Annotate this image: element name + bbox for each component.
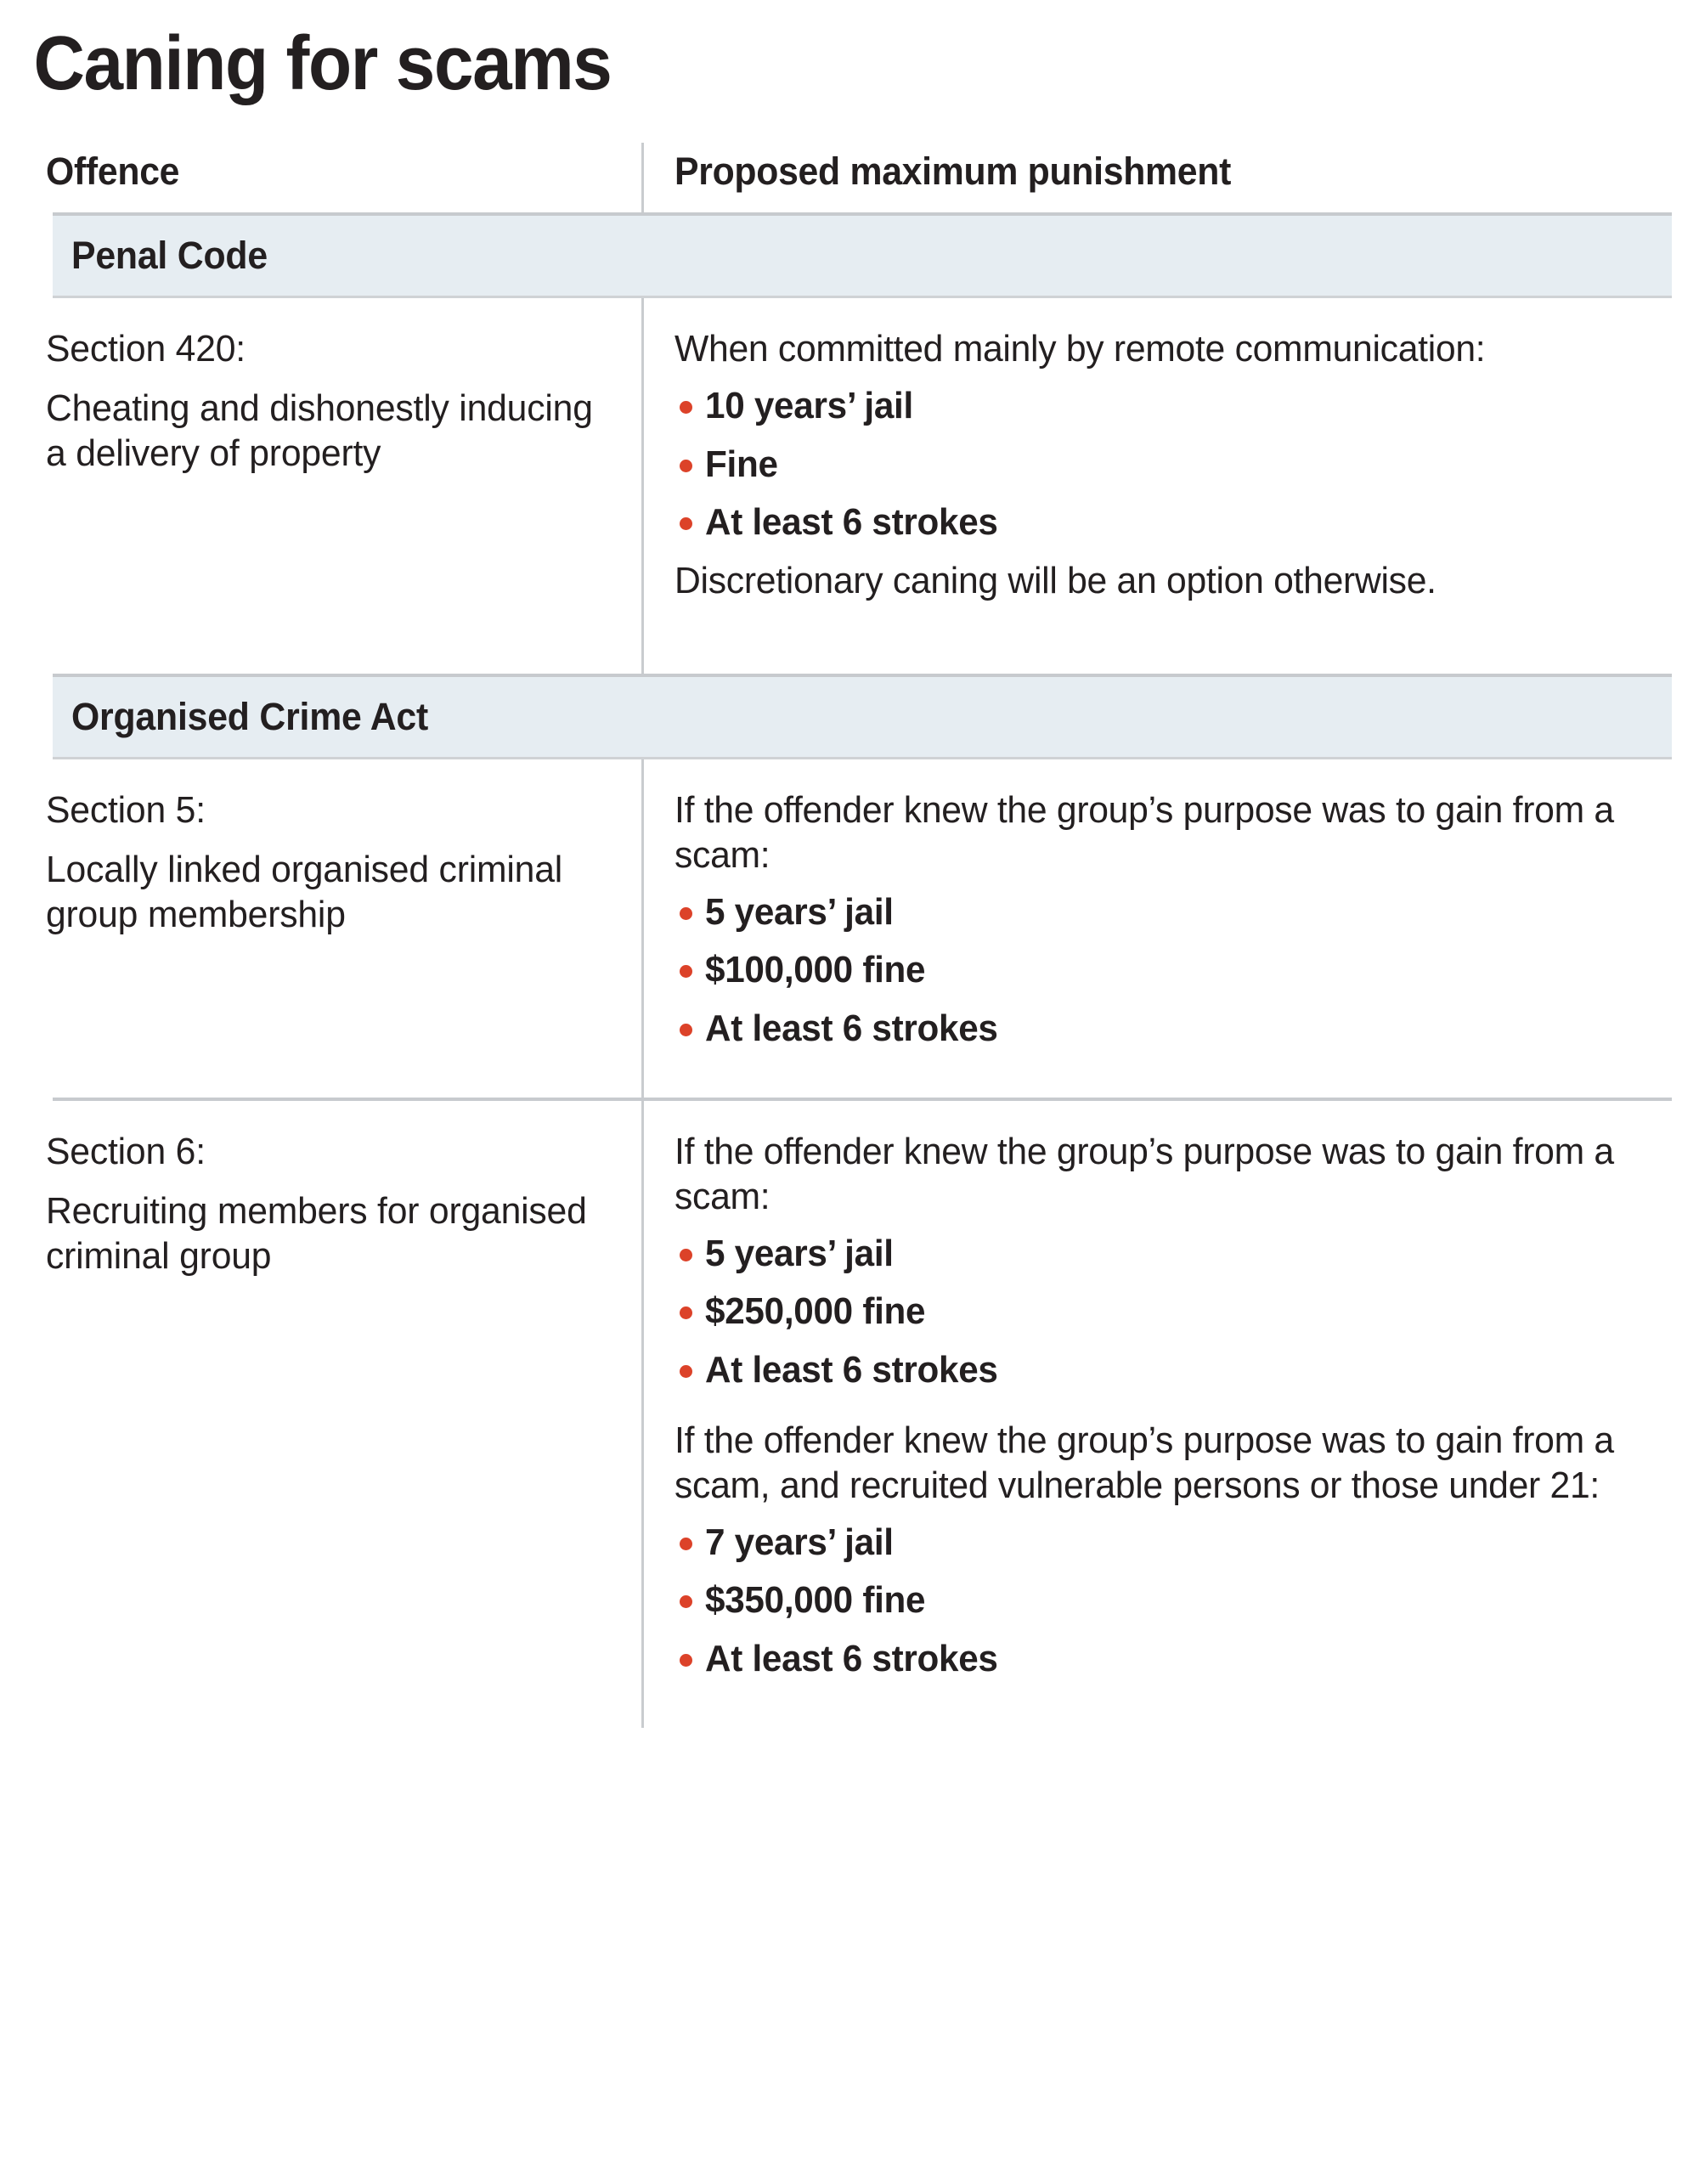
punishment-list [675,890,1655,1052]
punishment-item-label: At least 6 strokes [705,1007,998,1050]
list-item [675,443,1655,488]
offence-description: Cheating and dishonestly inducing a delivery of property [46,387,593,474]
punishment-item-label: $250,000 fine [705,1290,926,1333]
offence-cell [27,759,641,1098]
offence-section-number: Section 420: [46,328,246,370]
offence-description: Locally linked organised criminal group membership [46,848,563,935]
punishment-cell [641,298,1672,674]
list-item [675,500,1655,545]
section-band-label: Penal Code [71,234,268,277]
comparison-table [27,143,1672,1728]
punishment-condition: If the offender knew the group’s purpose was to gain from a scam: [675,788,1614,876]
header-cell-punishment [641,143,1672,212]
punishment-item-label: $350,000 fine [705,1579,926,1622]
punishment-item-label: At least 6 strokes [705,1638,998,1680]
page-title: Caning for scams [33,21,612,106]
table-row [27,298,1672,674]
offence-section-number: Section 6: [46,1130,206,1172]
offence-section-number: Section 5: [46,788,206,831]
list-item [675,1521,1655,1566]
punishment-item-label: 5 years’ jail [705,890,894,933]
section-band-organised-crime-act [53,677,1672,757]
punishment-item-label: 10 years’ jail [705,384,913,426]
list-item [675,1232,1655,1277]
punishment-condition: If the offender knew the group’s purpose was to gain from a scam: [675,1130,1614,1217]
offence-cell [27,1101,641,1728]
list-item [675,1290,1655,1335]
table-row [27,1101,1672,1728]
punishment-item-label: Fine [705,443,778,485]
punishment-cell [641,1101,1672,1728]
list-item [675,948,1655,993]
section-band-label: Organised Crime Act [71,694,429,738]
list-item [675,1578,1655,1623]
punishment-list [675,384,1655,545]
list-item [675,1348,1655,1393]
header-cell-offence [27,143,641,212]
list-item [675,384,1655,429]
list-item [675,890,1655,935]
punishment-item-label: $100,000 fine [705,949,926,991]
list-item [675,1637,1655,1682]
punishment-cell [641,759,1672,1098]
header-label-offence: Offence [46,150,180,193]
table-row [27,759,1672,1098]
punishment-condition: When committed mainly by remote communication: [675,328,1486,370]
punishment-item-label: At least 6 strokes [705,501,998,544]
punishment-item-label: At least 6 strokes [705,1349,998,1391]
punishment-item-label: 7 years’ jail [705,1521,894,1563]
punishment-list [675,1232,1655,1393]
offence-cell [27,298,641,674]
punishment-list-secondary [675,1521,1655,1682]
section-band-penal-code [53,216,1672,296]
punishment-condition-secondary: If the offender knew the group’s purpose was to gain from a scam, and recruited vulnerable persons or those under 21: [675,1419,1614,1506]
table-header-row [27,143,1672,212]
list-item [675,1007,1655,1052]
punishment-note: Discretionary caning will be an option otherwise. [675,560,1437,602]
punishment-item-label: 5 years’ jail [705,1232,894,1274]
offence-description: Recruiting members for organised criminal group [46,1189,587,1277]
header-label-punishment: Proposed maximum punishment [675,150,1232,193]
